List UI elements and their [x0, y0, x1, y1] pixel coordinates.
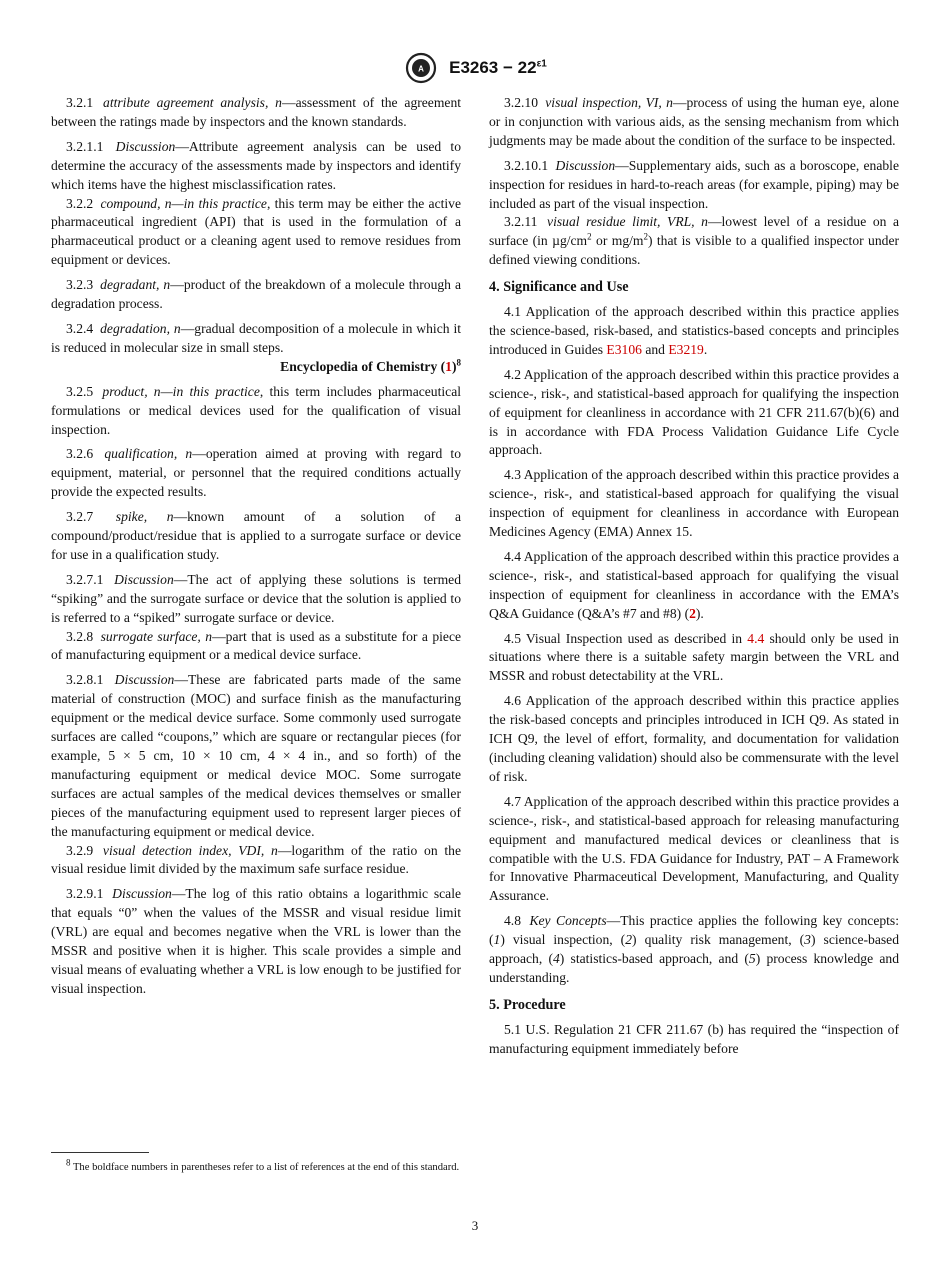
document-id: $E3263 - 22^{\varepsilon 1}$ [449, 58, 547, 77]
paragraph-4-4: 4.4 Application of the approach described within this practice provides a science-, risk-, and statistical-based approach for qualifying the visual inspection of equipment for cleanliness in accordance with the EMA’s Q&A Guidance (Q&A’s #7 and #8) (2). [489, 548, 899, 621]
discussion-3-2-9-1: 3.2.9.1 Discussion—The log of this ratio obtains a logarithmic scale that equals “0” when the values of the MSSR and visual residue limit (VRL) are equal and becomes negative when the VRL is lower than the MSSR and positive when it is higher. This scale provides a simple and visual means of evaluating whether a VRL is low enough to be justified for visual inspection. [51, 886, 461, 996]
paragraph-4-5: 4.5 Visual Inspection used as described in 4.4 should only be used in situations where there is a suitable safety margin between the VRL and MSSR and robust detectability at the VRL. [489, 630, 899, 684]
paragraph-4-6: 4.6 Application of the approach described within this practice applies the risk-based concepts and principles introduced in ICH Q9. As stated in ICH Q9, the level of effort, formality, and documentation for validation (including cleaning validation) should also be commensurate with the level of risk. [489, 693, 899, 784]
paragraph-4-2: 4.2 Application of the approach described within this practice provides a science-, risk-, and statistical-based approach for qualifying the inspection of equipment for cleanliness in accordance with 21 CFR 211.67(b)(6) and is in accordance with FDA Process Validation Guidance Life Cycle approach. [489, 366, 899, 458]
footnote-divider [51, 1152, 149, 1153]
definition-3-2-1: 3.2.1 attribute agreement analysis, n—assessment of the agreement between the ratings made by inspectors and the known standards. [51, 95, 462, 129]
footnote: $^8$ The boldface numbers in parentheses refer to a list of references at the end of this standard. [66, 1157, 460, 1173]
definition-3-2-11: 3.2.11 visual residue limit, VRL, n—lowest level of a residue on a surface (in $\mu g/cm^2$ or $mg/m^2$) that is visible to a qualified inspector under defined viewing conditions. [489, 214, 899, 268]
left-column [51, 94, 461, 1005]
astm-logo-icon [403, 52, 439, 84]
discussion-3-2-7-1: 3.2.7.1 Discussion—The act of applying these solutions is termed “spiking” and the surrogate surface or device that the solution is applied to is referred to a “spiked” surrogate surface or device. [51, 571, 461, 625]
paragraph-4-7: 4.7 Application of the approach described within this practice provides a science-, risk-, and statistical-based approach for releasing manufacturing equipment and manufactured medical devices or cleanliness that is compatible with the U.S. FDA Guidance for Industry, PAT – A Framework for Innovative Pharmaceutical Development, Manufacturing, and Quality Assurance. [489, 793, 899, 904]
reference-link[interactable]: 1 [445, 358, 452, 374]
reference-link-e3106[interactable]: E3106 [606, 341, 642, 357]
definition-3-2-6: 3.2.6 qualification, n—operation aimed at proving with regard to equipment, material, or personnel that the required conditions actually provide the expected results. [51, 446, 461, 500]
section-5-heading: 5. Procedure [489, 996, 566, 1013]
page-header [0, 52, 950, 84]
citation: Encyclopedia of Chemistry $(1)^8$ [280, 357, 461, 374]
section-link[interactable]: 4.4 [747, 630, 765, 646]
paragraph-5-1: 5.1 U.S. Regulation 21 CFR 211.67 (b) has required the “inspection of manufacturing equipment immediately before [489, 1021, 899, 1056]
definition-3-2-2: 3.2.2 compound, n—in this practice, this term may be either the active pharmaceutical ingredient (API) that is used in the formulation of a pharmaceutical product or a cleaning agent used to remove residues from equipment or devices. [51, 195, 461, 268]
page-number: 3 [471, 1218, 479, 1233]
reference-link[interactable]: 2 [689, 605, 696, 621]
definition-3-2-3: 3.2.3 degradant, n—product of the breakdown of a molecule through a degradation process. [51, 277, 461, 312]
discussion-3-2-8-1: 3.2.8.1 Discussion—These are fabricated parts made of the same material of construction (MOC) and surface finish as the manufacturing equipment or the medical device surface. Some commonly used surrogate surfaces are called “coupons,” which are square or rectangular pieces (for example, 5 × 5 cm, 10 × 10 cm, 4 × 4 in., and so forth) of the manufacturing equipment or medical device MOC. Some surrogate surfaces are actual samples of the medical devices themselves or smaller pieces of the manufacturing equipment used to represent larger pieces of the manufacturing equipment or medical device. [51, 672, 461, 839]
definition-3-2-5: 3.2.5 product, n—in this practice, this term includes pharmaceutical formulations or medical devices used for the qualification of visual inspection. [51, 383, 462, 437]
right-column [489, 94, 899, 1065]
definition-3-2-10: 3.2.10 visual inspection, VI, n—process of using the human eye, alone or in conjunction with various aids, as the sensing mechanism from which judgments may be made about the condition of the surface to be inspected. [489, 95, 899, 148]
paragraph-4-8: 4.8 Key Concepts—This practice applies the following key concepts: (1) visual inspection, (2) quality risk management, (3) science-based approach, (4) statistics-based approach, and (5) process knowledge and understanding. [489, 913, 899, 985]
discussion-3-2-10-1: 3.2.10.1 Discussion—Supplementary aids, such as a boroscope, enable inspection for residues in hard-to-reach areas (for example, piping) may be included as part of the visual inspection. [489, 157, 899, 211]
paragraph-4-1: 4.1 Application of the approach described within this practice applies the science-based, risk-based, and statistics-based concepts and principles introduced in Guides E3106 and E3219. [489, 304, 899, 357]
definition-3-2-9: 3.2.9 visual detection index, VDI, n—logarithm of the ratio on the visual residue limit divided by the maximum safe surface residue. [51, 842, 461, 877]
svg-text:A: A [418, 64, 424, 74]
discussion-3-2-1-1: 3.2.1.1 Discussion—Attribute agreement analysis can be used to determine the accuracy of the assessments made by inspectors and identify which items have the highest misclassification rates. [51, 138, 461, 192]
definition-3-2-7: 3.2.7 spike, n—known amount of a solution of a compound/product/residue that is applied to a surrogate surface or device for use in a qualification study. [51, 509, 462, 562]
section-4-heading: 4. Significance and Use [489, 279, 629, 296]
definition-3-2-4: 3.2.4 degradation, n—gradual decomposition of a molecule in which it is reduced in molecular size in small steps. [51, 320, 461, 355]
paragraph-4-3: 4.3 Application of the approach described within this practice provides a science-, risk-, and statistical-based approach for qualifying the visual inspection of equipment for cleanliness in accordance with European Medicines Agency (EMA) Annex 15. [489, 467, 899, 540]
definition-3-2-8: 3.2.8 surrogate surface, n—part that is used as a substitute for a piece of manufacturing equipment or a medical device surface. [51, 628, 462, 663]
reference-link-e3219[interactable]: E3219 [668, 341, 704, 357]
